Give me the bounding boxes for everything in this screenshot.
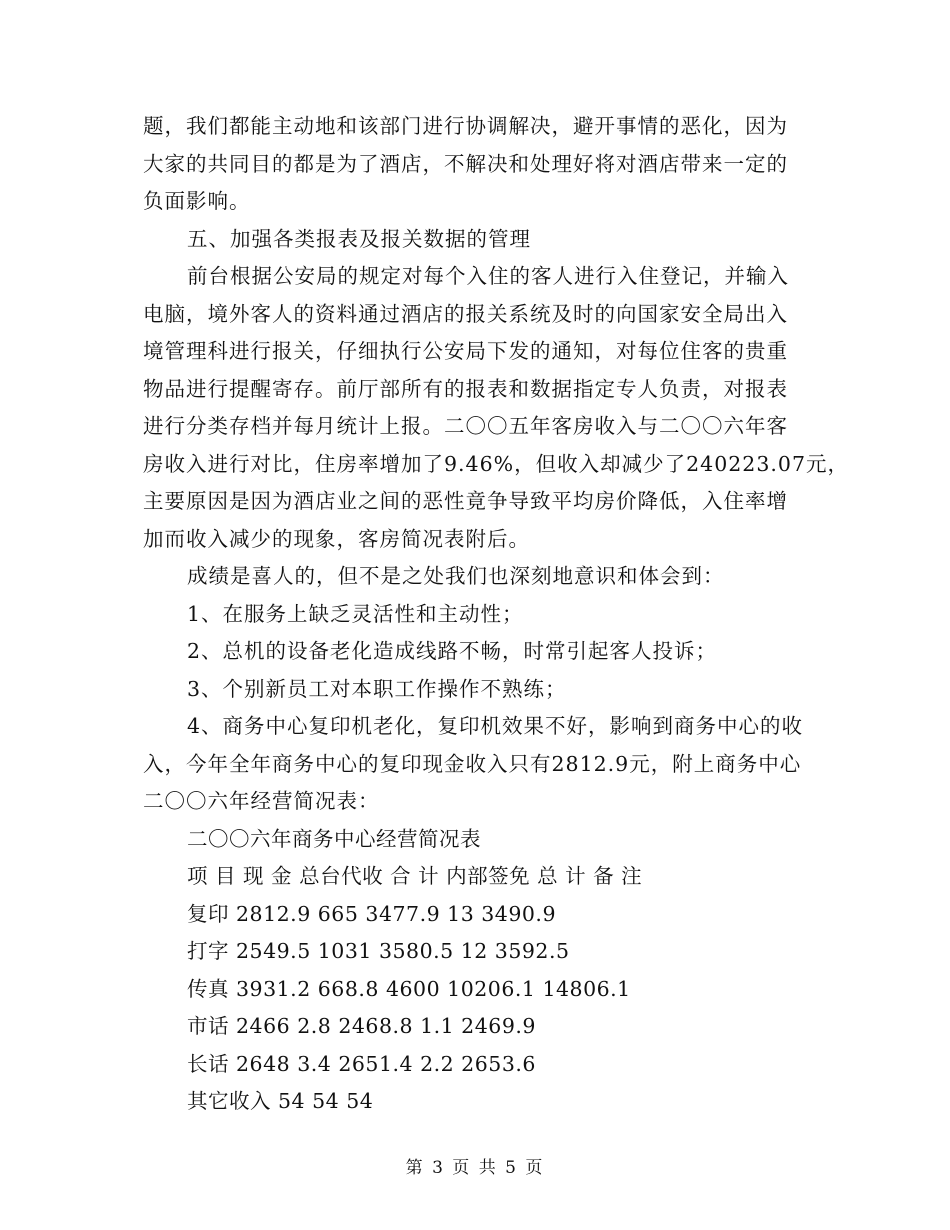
table-row: 长话 2648 3.4 2651.4 2.2 2653.6: [187, 1051, 536, 1076]
text-line: 大家的共同目的都是为了酒店，不解决和处理好将对酒店带来一定的: [143, 151, 788, 176]
text-line: 加而收入减少的现象，客房简况表附后。: [143, 526, 530, 551]
text-line: 负面影响。: [143, 189, 251, 213]
table-row: 其它收入 54 54 54: [187, 1089, 374, 1113]
section-heading: 五、加强各类报表及报关数据的管理: [187, 226, 531, 251]
page-number: 第 3 页 共 5 页: [405, 1158, 545, 1178]
text-line: 物品进行提醒寄存。前厅部所有的报表和数据指定专人负责，对报表: [143, 376, 788, 401]
text-line: 境管理科进行报关，仔细执行公安局下发的通知，对每位住客的贵重: [143, 339, 788, 363]
text-line: 主要原因是因为酒店业之间的恶性竟争导致平均房价降低，入住率增: [143, 489, 788, 513]
document-body: [143, 108, 849, 1121]
text-line: 二〇〇六年经营简况表：: [143, 789, 380, 813]
issue-item: 4、商务中心复印机老化，复印机效果不好，影响到商务中心的收: [187, 714, 804, 738]
table-row: 复印 2812.9 665 3477.9 13 3490.9: [187, 901, 556, 926]
issue-item: 3、个别新员工对本职工作操作不熟练；: [187, 676, 567, 701]
issue-item: 2、总机的设备老化造成线路不畅，时常引起客人投诉；: [187, 639, 718, 663]
business-center-table: [143, 821, 823, 1121]
summary-line: 成绩是喜人的，但不是之处我们也深刻地意识和体会到：: [187, 564, 725, 588]
table-row: 打字 2549.5 1031 3580.5 12 3592.5: [187, 939, 570, 963]
text-line: 前台根据公安局的规定对每个入住的客人进行入住登记，并输入: [187, 264, 789, 288]
table-row: 传真 3931.2 668.8 4600 10206.1 14806.1: [187, 976, 631, 1001]
text-line: 题，我们都能主动地和该部门进行协调解决，避开事情的恶化，因为: [143, 114, 788, 138]
table-header: 项 目 现 金 总台代收 合 计 内部签免 总 计 备 注: [187, 864, 643, 888]
text-line: 进行分类存档并每月统计上报。二〇〇五年客房收入与二〇〇六年客: [143, 414, 788, 438]
text-line: 入，今年全年商务中心的复印现金收入只有2812.9元，附上商务中心: [143, 751, 802, 776]
issue-item: 1、在服务上缺乏灵活性和主动性；: [187, 601, 524, 626]
text-line: 电脑，境外客人的资料通过酒店的报关系统及时的向国家安全局出入: [143, 301, 788, 326]
table-row: 市话 2466 2.8 2468.8 1.1 2469.9: [187, 1014, 536, 1038]
text-line: 房收入进行对比，住房率增加了9.46%，但收入却减少了240223.07元，: [143, 451, 849, 476]
table-title: 二〇〇六年商务中心经营简况表: [187, 826, 481, 851]
